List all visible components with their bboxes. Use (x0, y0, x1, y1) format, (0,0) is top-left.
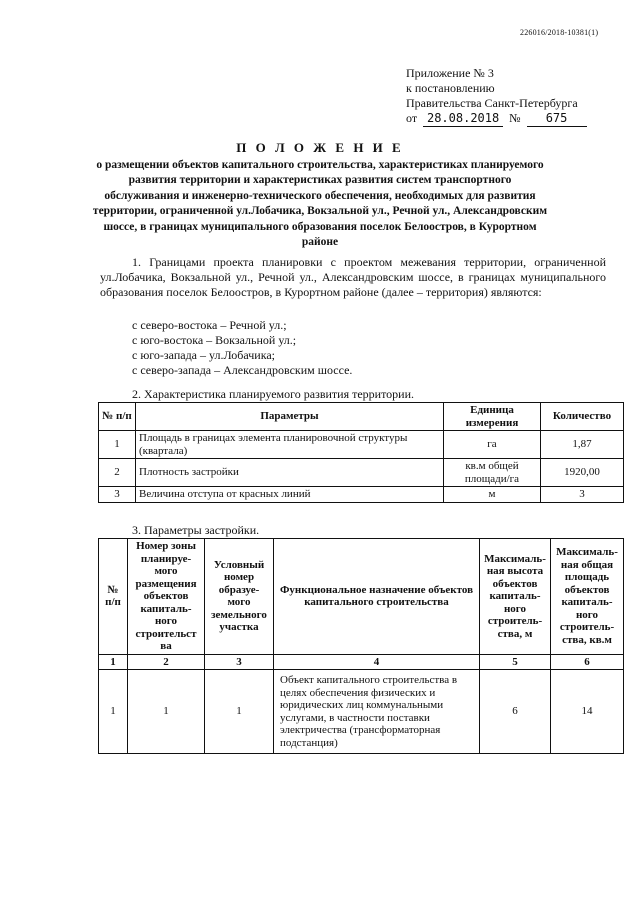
document-number: 226016/2018-10381(1) (520, 28, 599, 37)
col-header-plot: Условный номер образуе-мого земельного участка (205, 539, 274, 655)
row-area: 14 (551, 670, 624, 754)
boundary-list (132, 318, 352, 378)
col-header-number: № п/п (99, 539, 128, 655)
table-row (99, 431, 624, 459)
territory-characteristics-table (98, 402, 624, 503)
table-row (99, 459, 624, 487)
row-parameter: Плотность застройки (136, 459, 444, 487)
column-number: 4 (274, 654, 480, 670)
row-purpose: Объект капитального строительства в целях обеспечения физических и юридических лиц коммунальными услугами, в частности поставки электричества (трансформаторная подстанция) (274, 670, 480, 754)
col-header-number: № п/п (99, 403, 136, 431)
section-1 (100, 255, 606, 300)
column-number: 2 (128, 654, 205, 670)
table-header-row (99, 403, 624, 431)
table-header-row (99, 539, 624, 655)
table-row (99, 487, 624, 503)
row-parameter: Величина отступа от красных линий (136, 487, 444, 503)
col-header-area: Максималь-ная общая площадь объектов капиталь-ного строитель-ства, кв.м (551, 539, 624, 655)
section-3-title: 3. Параметры застройки. (132, 523, 260, 537)
boundary-item: с северо-востока – Речной ул.; (132, 318, 287, 332)
appendix-line-3: Правительства Санкт-Петербурга (406, 96, 578, 110)
appendix-line-1: Приложение № 3 (406, 66, 494, 80)
col-header-purpose: Функциональное назначение объектов капитального строительства (274, 539, 480, 655)
boundary-item: с северо-запада – Александровским шоссе. (132, 363, 353, 377)
section-2-title: 2. Характеристика планируемого развития территории. (132, 387, 415, 401)
row-height: 6 (480, 670, 551, 754)
col-header-quantity: Количество (541, 403, 624, 431)
row-number: 1 (99, 670, 128, 754)
boundary-item: с юго-запада – ул.Лобачика; (132, 348, 276, 362)
appendix-date-line (406, 111, 616, 127)
row-number: 2 (99, 459, 136, 487)
row-plot: 1 (205, 670, 274, 754)
row-number: 3 (99, 487, 136, 503)
row-quantity: 1920,00 (541, 459, 624, 487)
decree-date: 28.08.2018 (423, 111, 503, 127)
building-parameters-table (98, 538, 624, 754)
title-heading: П О Л О Ж Е Н И Е (236, 140, 404, 155)
from-label: от (406, 111, 418, 125)
document-title (90, 140, 550, 251)
boundary-item: с юго-востока – Вокзальной ул.; (132, 333, 297, 347)
column-numbers-row (99, 654, 624, 670)
appendix-line-2: к постановлению (406, 81, 495, 95)
row-unit: м (444, 487, 541, 503)
row-unit: кв.м общей площади/га (444, 459, 541, 487)
row-parameter: Площадь в границах элемента планировочной структуры (квартала) (136, 431, 444, 459)
decree-number: 675 (527, 111, 587, 127)
col-header-height: Максималь-ная высота объектов капиталь-ного строитель-ства, м (480, 539, 551, 655)
column-number: 1 (99, 654, 128, 670)
table-row (99, 670, 624, 754)
number-label: № (509, 111, 521, 125)
column-number: 3 (205, 654, 274, 670)
row-zone: 1 (128, 670, 205, 754)
column-number: 5 (480, 654, 551, 670)
section-1-text: 1. Границами проекта планировки с проектом межевания территории, ограниченной ул.Лобачика, Вокзальной ул., Речной ул., Александровским шоссе, в границах муниципального образования поселок Белоостров, в Курортном районе (далее – территория) являются: (100, 255, 606, 299)
appendix-block (406, 66, 616, 127)
row-quantity: 1,87 (541, 431, 624, 459)
col-header-zone: Номер зоны планируе-мого размещения объектов капиталь-ного строительст ва (128, 539, 205, 655)
row-number: 1 (99, 431, 136, 459)
col-header-unit: Единица измерения (444, 403, 541, 431)
row-quantity: 3 (541, 487, 624, 503)
column-number: 6 (551, 654, 624, 670)
col-header-parameter: Параметры (136, 403, 444, 431)
title-text: о размещении объектов капитального строительства, характеристиках планируемого развития территории и характеристиках развития систем транспортного обслуживания и инженерно-технического обеспечения, необходимых для развития территории, ограниченной ул.Лобачика, Вокзальной ул., Речной ул., Александровским шоссе, в границах муниципального образования поселок Белоостров, в Курортном районе (92, 158, 548, 248)
row-unit: га (444, 431, 541, 459)
